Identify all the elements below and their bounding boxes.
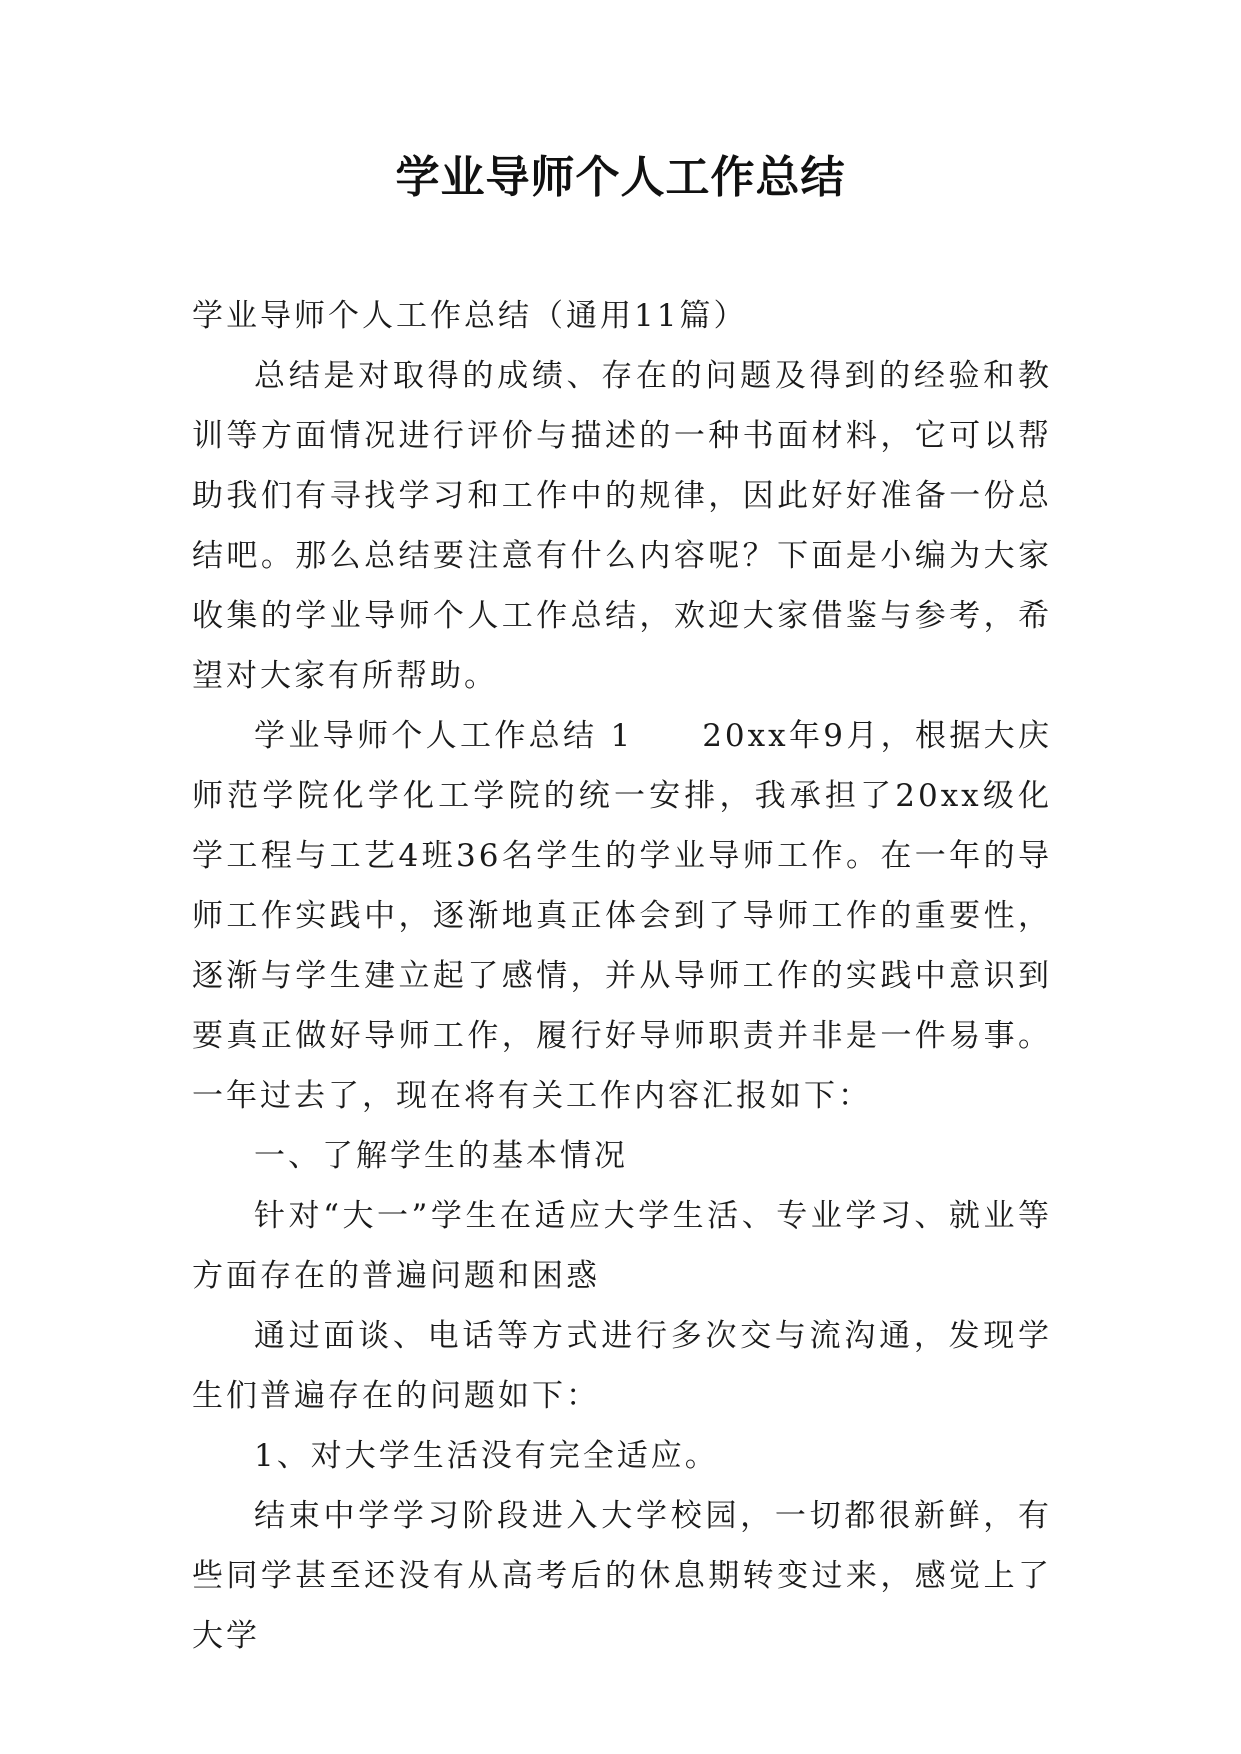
paragraph-problems: 针对“大一”学生在适应大学生活、专业学习、就业等方面存在的普遍问题和困惑 [192, 1198, 1052, 1294]
paragraph-adaptation: 结束中学学习阶段进入大学校园，一切都很新鲜，有些同学甚至还没有从高考后的休息期转变过来，感觉上了大学 [192, 1498, 1052, 1654]
document-body [192, 286, 1052, 1666]
paragraph-summary-1: 学业导师个人工作总结 1 20xx年9月，根据大庆师范学院化学化工学院的统一安排，我承担了20xx级化学工程与工艺4班36名学生的学业导师工作。在一年的导师工作实践中，逐渐地真正体会到了导师工作的重要性，逐渐与学生建立起了感情，并从导师工作的实践中意识到要真正做好导师工作，履行好导师职责并非是一件易事。一年过去了，现在将有关工作内容汇报如下： [192, 718, 1052, 1114]
document-title: 学业导师个人工作总结 [395, 152, 846, 203]
paragraph-communication: 通过面谈、电话等方式进行多次交与流沟通，发现学生们普遍存在的问题如下： [192, 1318, 1052, 1414]
paragraph-subtitle: 学业导师个人工作总结（通用11篇） [192, 298, 748, 334]
paragraph-intro: 总结是对取得的成绩、存在的问题及得到的经验和教训等方面情况进行评价与描述的一种书面材料，它可以帮助我们有寻找学习和工作中的规律，因此好好准备一份总结吧。那么总结要注意有什么内容呢？下面是小编为大家收集的学业导师个人工作总结，欢迎大家借鉴与参考，希望对大家有所帮助。 [192, 358, 1052, 694]
list-item-1: 1、对大学生活没有完全适应。 [254, 1438, 719, 1474]
section-heading: 一、了解学生的基本情况 [254, 1138, 628, 1174]
